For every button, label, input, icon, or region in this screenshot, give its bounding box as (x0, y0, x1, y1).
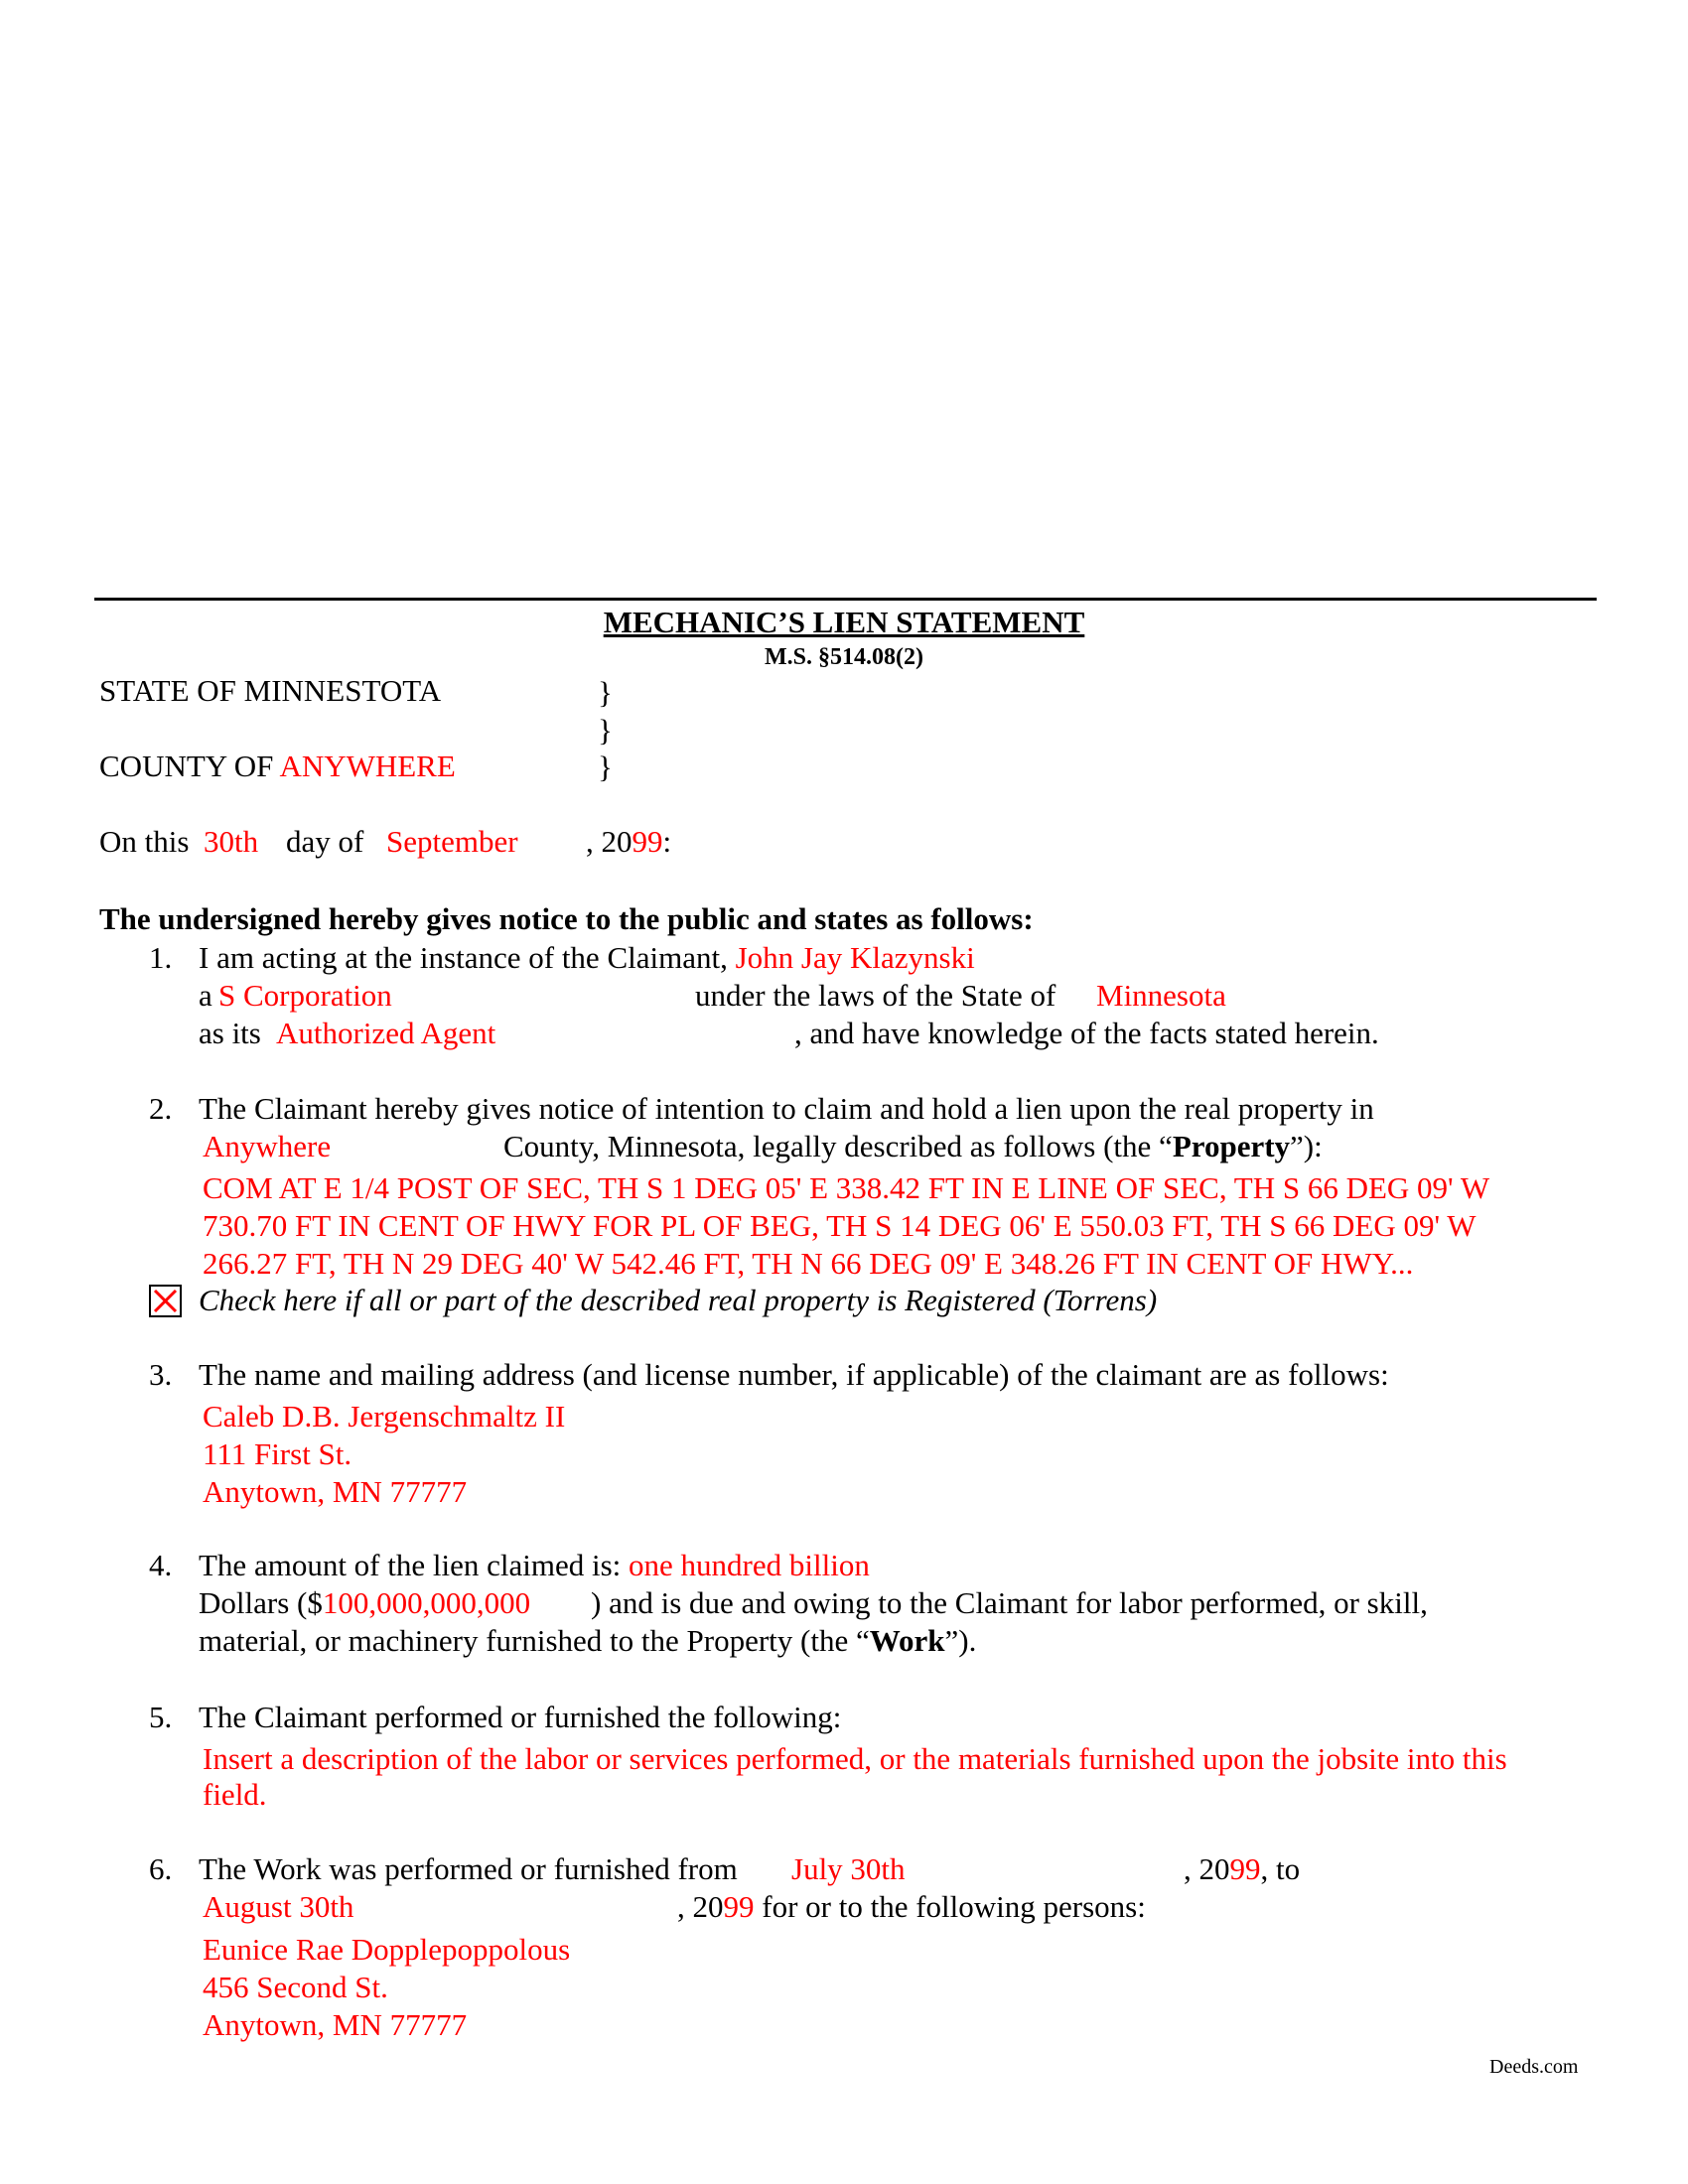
from-year-value: 99 (1229, 1851, 1261, 1886)
from-year-prefix: , 20 (1184, 1851, 1230, 1886)
claimant-address-line: 111 First St. (203, 1436, 352, 1471)
date-year-suffix: 99 (632, 824, 663, 859)
check-x-icon (151, 1287, 180, 1315)
item-number: 3. (149, 1357, 173, 1392)
property-word: Property (1172, 1129, 1291, 1163)
to-year-value: 99 (723, 1889, 755, 1924)
date-mid: day of (286, 824, 364, 859)
venue-brace: } (598, 713, 613, 748)
item1-prefix: I am acting at the instance of the Claimant, (199, 940, 728, 975)
item-number: 4. (149, 1548, 173, 1582)
item-number: 1. (149, 940, 173, 975)
item-number: 6. (149, 1851, 173, 1886)
work-from-year (1184, 1853, 1300, 1884)
item2-county-text (503, 1131, 1323, 1161)
person-address-line: Anytown, MN 77777 (203, 2007, 468, 2042)
state-label: STATE OF MINNESTOTA (99, 673, 442, 708)
agent-role: Authorized Agent (276, 1016, 496, 1050)
entity-state: Minnesota (1096, 978, 1226, 1013)
laws-text: under the laws of the State of (695, 978, 1056, 1013)
date-month: September (386, 824, 518, 859)
header-rule (94, 598, 1597, 601)
to-text: , to (1260, 1851, 1301, 1886)
item2-line1: The Claimant hereby gives notice of intention to claim and hold a lien upon the real property in (199, 1091, 1374, 1126)
date-year-prefix: , 20 (586, 824, 633, 859)
as-its-label: as its (199, 1016, 261, 1050)
county-text-pre: County, Minnesota, legally described as follows (the “ (503, 1129, 1173, 1163)
item4-line1 (199, 1550, 870, 1580)
work-description-line: Insert a description of the labor or services performed, or the materials furnished upon the jobsite into this (203, 1741, 1507, 1776)
venue-brace: } (598, 675, 613, 710)
date-year (586, 826, 671, 857)
county-line (99, 751, 456, 781)
torrens-checkbox[interactable] (149, 1285, 182, 1317)
footer-source: Deeds.com (1489, 2056, 1579, 2078)
entity-type: S Corporation (218, 978, 392, 1013)
work-from-date: July 30th (791, 1851, 906, 1886)
date-day: 30th (204, 824, 259, 859)
to-year-prefix: , 20 (677, 1889, 724, 1924)
work-to-date: August 30th (203, 1889, 354, 1924)
item4-line3-pre: material, or machinery furnished to the Property (the “ (199, 1623, 870, 1658)
item4-line3 (199, 1625, 976, 1656)
county-value: ANYWHERE (279, 749, 456, 783)
item5-text: The Claimant performed or furnished the following: (199, 1700, 842, 1734)
person-address-line: 456 Second St. (203, 1970, 388, 2004)
document-title: MECHANIC’S LIEN STATEMENT (603, 605, 1085, 639)
legal-description-line: 730.70 FT IN CENT OF HWY FOR PL OF BEG, TH S 14 DEG 06' E 550.03 FT, TH S 66 DEG 09' W (203, 1208, 1477, 1243)
county-text-post: ”): (1290, 1129, 1323, 1163)
item3-text: The name and mailing address (and license number, if applicable) of the claimant are as follows: (199, 1357, 1389, 1392)
amount-words: one hundred billion (629, 1548, 870, 1582)
item6-prefix: The Work was performed or furnished from (199, 1851, 738, 1886)
venue-brace: } (598, 750, 613, 784)
work-word: Work (869, 1623, 945, 1658)
legal-description-line: 266.27 FT, TH N 29 DEG 40' W 542.46 FT, TH N 66 DEG 09' E 348.26 FT IN CENT OF HWY... (203, 1246, 1414, 1281)
person-address-line: Eunice Rae Dopplepoppolous (203, 1932, 571, 1967)
date-end: : (662, 824, 672, 859)
knowledge-text: , and have knowledge of the facts stated herein. (794, 1016, 1379, 1050)
intro-statement: The undersigned hereby gives notice to the public and states as follows: (99, 901, 1034, 936)
property-county: Anywhere (203, 1129, 332, 1163)
persons-text: for or to the following persons: (762, 1889, 1146, 1924)
dollars-prefix (199, 1587, 530, 1618)
amount-number: 100,000,000,000 (322, 1585, 531, 1620)
item-number: 2. (149, 1091, 173, 1126)
date-prefix: On this (99, 824, 190, 859)
claimant-address-line: Anytown, MN 77777 (203, 1474, 468, 1509)
work-description-line: field. (203, 1777, 267, 1812)
dollars-suffix: ) and is due and owing to the Claimant for labor performed, or skill, (591, 1585, 1428, 1620)
statute-reference: M.S. §514.08(2) (765, 644, 923, 670)
item1-a-label: a (199, 978, 212, 1013)
item4-line3-post: ”). (944, 1623, 977, 1658)
dollars-prefix-text: Dollars ($ (199, 1585, 323, 1620)
county-prefix: COUNTY OF (99, 749, 274, 783)
claimant-name: John Jay Klazynski (735, 940, 975, 975)
claimant-address-line: Caleb D.B. Jergenschmaltz II (203, 1399, 566, 1433)
item-number: 5. (149, 1700, 173, 1734)
legal-description-line: COM AT E 1/4 POST OF SEC, TH S 1 DEG 05' E 338.42 FT IN E LINE OF SEC, TH S 66 DEG 09' W (203, 1170, 1490, 1205)
item4-prefix: The amount of the lien claimed is: (199, 1548, 622, 1582)
work-to-year (677, 1891, 1146, 1922)
item1-line1 (199, 942, 975, 973)
torrens-label: Check here if all or part of the described real property is Registered (Torrens) (199, 1283, 1158, 1317)
